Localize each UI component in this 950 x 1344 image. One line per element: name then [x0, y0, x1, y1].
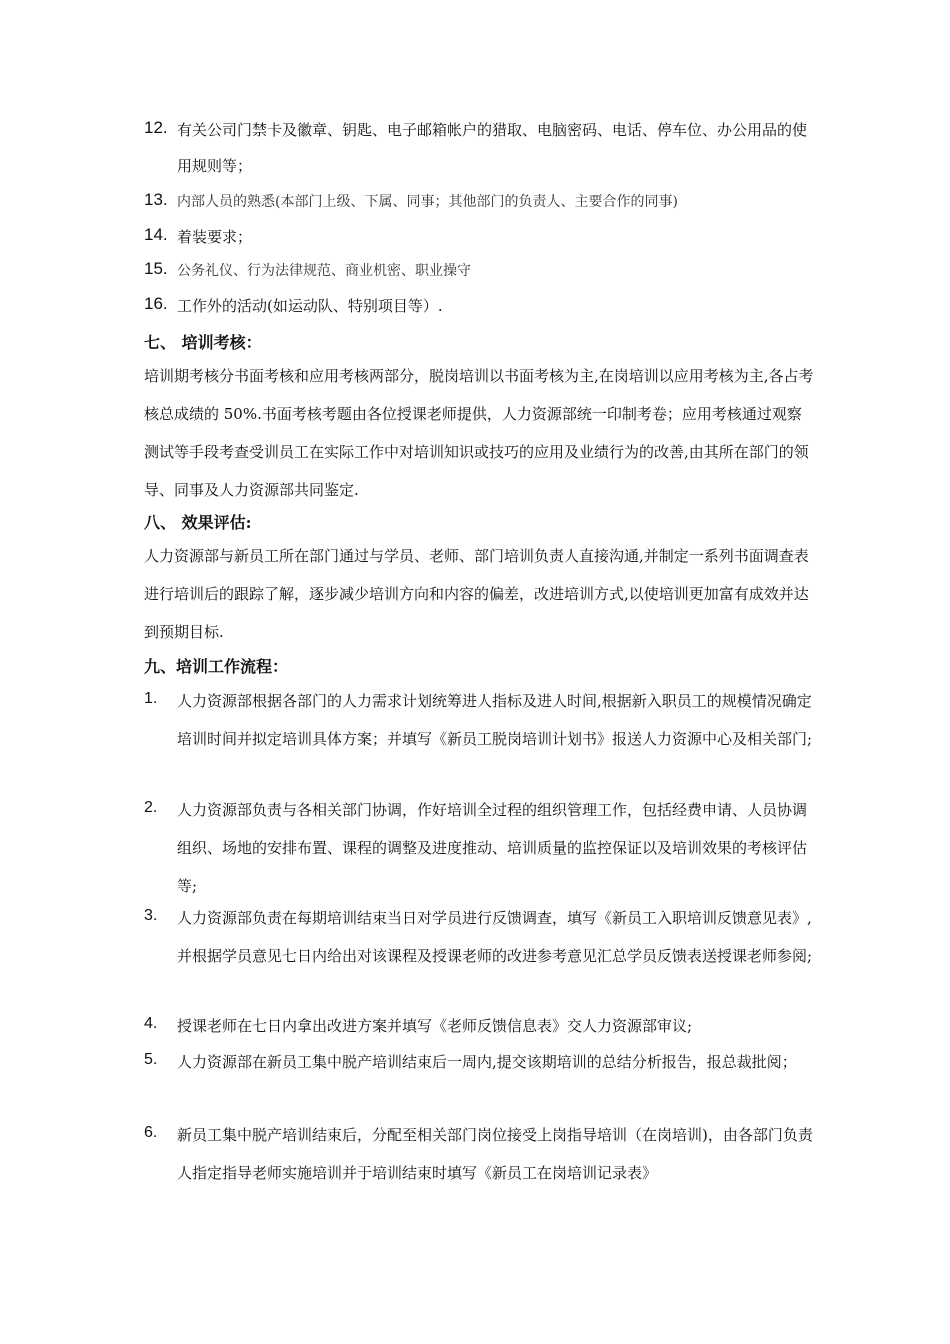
workflow-item-1	[144, 682, 814, 758]
list-number: 15.	[144, 259, 168, 278]
list-text: 人力资源部负责与各相关部门协调，作好培训全过程的组织管理工作，包括经费申请、人员协调组织、场地的安排布置、课程的调整及进度推动、培训质量的监控保证以及培训效果的考核评估等;	[177, 801, 808, 895]
list-number: 3.	[144, 907, 158, 924]
list-text: 授课老师在七日内拿出改进方案并填写《老师反馈信息表》交人力资源部审议;	[177, 1017, 693, 1035]
list-text: 工作外的活动(如运动队、特别项目等）.	[177, 297, 443, 315]
list-text: 人力资源部根据各部门的人力需求计划统筹进人指标及进人时间,根据新入职员工的规模情况确定培训时间并拟定培训具体方案；并填写《新员工脱岗培训计划书》报送人力资源中心及相关部门;	[177, 692, 813, 748]
list-number: 14.	[144, 225, 168, 244]
list-item-15	[144, 253, 814, 289]
list-item-13	[144, 184, 814, 220]
list-text: 新员工集中脱产培训结束后，分配至相关部门岗位接受上岗指导培训（在岗培训)，由各部门负责人指定指导老师实施培训并于培训结束时填写《新员工在岗培训记录表》	[177, 1126, 813, 1182]
evaluation-paragraph	[144, 537, 814, 651]
section-heading-workflow: 九、培训工作流程：	[144, 657, 289, 676]
list-item-12	[144, 112, 814, 184]
list-number: 4.	[144, 1015, 158, 1032]
list-number: 2.	[144, 799, 158, 816]
paragraph-text: 培训期考核分书面考核和应用考核两部分，脱岗培训以书面考核为主,在岗培训以应用考核为主,各占考核总成绩的 50%.书面考核考题由各位授课老师提供，人力资源部统一印制考卷；应用考核通过观察测试等手段考查受训员工在实际工作中对培训知识或技巧的应用及业绩行为的改善,由其所在部门的领导、同事及人力资源部共同鉴定.	[144, 367, 814, 499]
workflow-item-3	[144, 899, 814, 975]
list-number: 12.	[144, 118, 168, 137]
workflow-item-6	[144, 1116, 814, 1192]
section-heading-evaluation: 八、 效果评估:	[144, 513, 252, 532]
list-number: 1.	[144, 690, 158, 707]
list-number: 6.	[144, 1124, 158, 1141]
workflow-item-2	[144, 791, 814, 905]
section-heading-assessment: 七、 培训考核：	[144, 333, 262, 352]
list-text: 着装要求；	[177, 228, 253, 246]
list-number: 5.	[144, 1051, 158, 1068]
list-text: 公务礼仪、行为法律规范、商业机密、职业操守	[177, 263, 471, 279]
list-number: 13.	[144, 190, 168, 209]
list-text: 内部人员的熟悉(本部门上级、下属、同事；其他部门的负责人、主要合作的同事)	[177, 194, 678, 210]
workflow-item-5	[144, 1043, 814, 1081]
workflow-item-4	[144, 1007, 814, 1045]
list-number: 16.	[144, 294, 168, 313]
list-text: 人力资源部负责在每期培训结束当日对学员进行反馈调查，填写《新员工入职培训反馈意见表》,并根据学员意见七日内给出对该课程及授课老师的改进参考意见汇总学员反馈表送授课老师参阅;	[177, 909, 813, 965]
paragraph-text: 人力资源部与新员工所在部门通过与学员、老师、部门培训负责人直接沟通,并制定一系列书面调查表进行培训后的跟踪了解，逐步减少培训方向和内容的偏差，改进培训方式,以使培训更加富有成效并达到预期目标.	[144, 547, 809, 641]
assessment-paragraph	[144, 357, 814, 509]
list-text: 有关公司门禁卡及徽章、钥匙、电子邮箱帐户的猎取、电脑密码、电话、停车位、办公用品的使用规则等；	[177, 121, 808, 175]
list-item-16	[144, 288, 814, 324]
list-text: 人力资源部在新员工集中脱产培训结束后一周内,提交该期培训的总结分析报告，报总裁批阅；	[177, 1053, 797, 1071]
list-item-14	[144, 219, 814, 255]
